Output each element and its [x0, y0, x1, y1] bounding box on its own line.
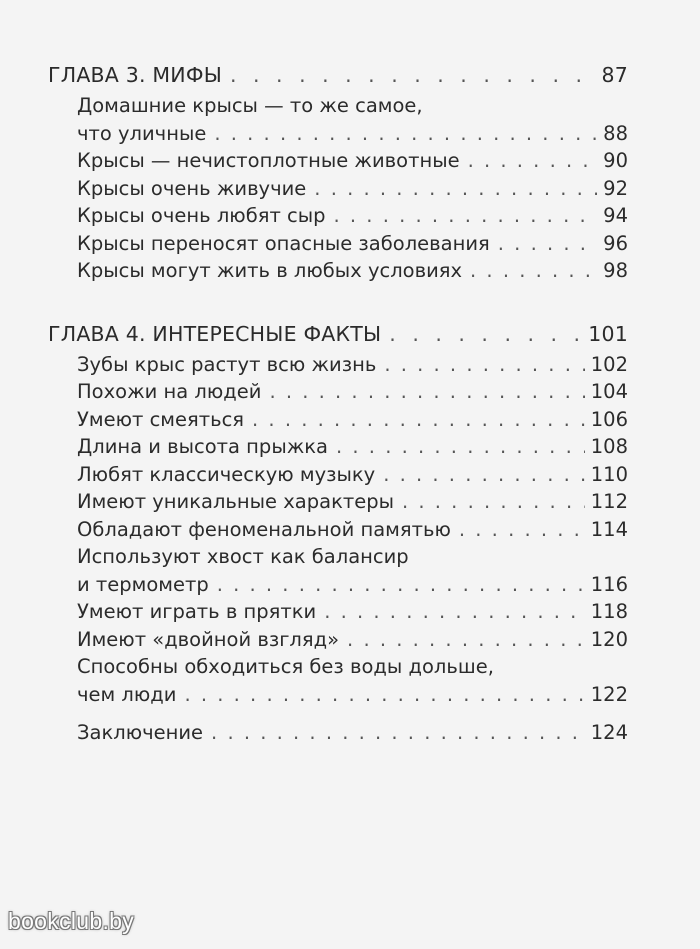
dot-leader — [383, 461, 585, 489]
entry-title: Длина и высота прыжка — [77, 435, 329, 458]
entry-title: Крысы могут жить в любых условиях — [77, 259, 463, 282]
toc-entry[interactable] — [77, 626, 628, 654]
toc-entry[interactable] — [77, 598, 628, 626]
dot-leader — [347, 626, 585, 654]
toc-entry[interactable] — [77, 488, 628, 516]
entry-page-number: 112 — [590, 490, 628, 513]
entry-title: Заключение — [77, 721, 204, 744]
toc-entry[interactable] — [77, 147, 628, 175]
entry-title-line: Домашние крысы — то же самое, — [77, 94, 423, 117]
toc-entry[interactable] — [77, 92, 628, 147]
dot-leader — [230, 58, 596, 92]
toc-entry[interactable] — [77, 461, 628, 489]
entry-page-number: 92 — [603, 176, 628, 200]
entry-page-number: 122 — [590, 682, 628, 706]
watermark: bookclub.by — [8, 908, 135, 934]
dot-leader — [324, 598, 585, 626]
dot-leader — [252, 406, 585, 434]
entry-page-number: 98 — [603, 259, 628, 282]
dot-leader — [214, 120, 597, 148]
dot-leader — [459, 516, 585, 544]
entry-page-number: 124 — [590, 721, 628, 744]
entry-page-number: 94 — [603, 204, 628, 227]
entry-page-number: 106 — [590, 407, 628, 431]
dot-leader — [217, 571, 585, 599]
dot-leader — [384, 351, 584, 379]
toc-entry[interactable] — [77, 543, 628, 598]
entry-title-line: Используют хвост как балансир — [77, 545, 409, 568]
spacer — [77, 708, 628, 719]
toc-entry[interactable] — [77, 175, 628, 203]
entry-title: Имеют уникальные характеры — [77, 490, 394, 513]
entry-page-number: 118 — [590, 600, 628, 623]
entry-page-number: 90 — [603, 149, 628, 172]
entry-title: Крысы очень любят сыр — [77, 204, 326, 227]
toc-entry[interactable] — [77, 257, 628, 285]
dot-leader — [269, 378, 584, 406]
toc-entry-conclusion[interactable] — [77, 719, 628, 747]
entry-page-number: 88 — [603, 121, 628, 145]
entry-title: Крысы очень живучие — [77, 176, 307, 200]
entry-title: Имеют «двойной взгляд» — [77, 627, 340, 651]
table-of-contents — [48, 58, 628, 747]
dot-leader — [470, 257, 597, 285]
entry-page-number: 120 — [590, 627, 628, 651]
chapter-title: ГЛАВА 3. МИФЫ — [48, 63, 222, 87]
chapter-4-entries — [77, 351, 628, 747]
chapter-3-entries — [77, 92, 628, 285]
toc-entry[interactable] — [77, 351, 628, 379]
entry-page-number: 96 — [603, 231, 628, 255]
entry-title-line: и термометр — [77, 572, 209, 596]
entry-title-line: Способны обходиться без воды дольше, — [77, 655, 494, 678]
entry-page-number: 108 — [590, 435, 628, 458]
entry-title-line: чем люди — [77, 682, 177, 706]
dot-leader — [468, 147, 598, 175]
dot-leader — [184, 681, 584, 709]
entry-title: Крысы переносят опасные заболевания — [77, 231, 490, 255]
dot-leader — [498, 230, 597, 258]
entry-title-line: что уличные — [77, 121, 207, 145]
entry-title: Любят классическую музыку — [77, 462, 376, 486]
dot-leader — [211, 719, 585, 747]
dot-leader — [314, 175, 597, 203]
dot-leader — [402, 488, 585, 516]
chapter-heading-4[interactable] — [48, 317, 628, 351]
entry-page-number: 104 — [590, 380, 628, 403]
toc-entry[interactable] — [77, 378, 628, 406]
toc-entry[interactable] — [77, 433, 628, 461]
toc-entry[interactable] — [77, 516, 628, 544]
chapter-heading-3[interactable] — [48, 58, 628, 92]
toc-entry[interactable] — [77, 406, 628, 434]
dot-leader — [334, 202, 598, 230]
toc-entry[interactable] — [77, 653, 628, 708]
dot-leader — [336, 433, 585, 461]
entry-title: Обладают феноменальной памятью — [77, 517, 451, 541]
toc-entry[interactable] — [77, 230, 628, 258]
entry-page-number: 110 — [590, 462, 628, 486]
entry-title: Умеют смеяться — [77, 407, 245, 431]
entry-title: Похожи на людей — [77, 380, 262, 403]
entry-title: Зубы крыс растут всю жизнь — [77, 352, 377, 376]
entry-page-number: 116 — [590, 572, 628, 596]
entry-title: Крысы — нечистоплотные животные — [77, 149, 460, 172]
entry-page-number: 114 — [590, 517, 628, 541]
entry-page-number: 102 — [590, 352, 628, 376]
chapter-page-number: 87 — [601, 63, 628, 87]
chapter-page-number: 101 — [588, 321, 628, 346]
dot-leader — [389, 317, 582, 351]
chapter-title: ГЛАВА 4. ИНТЕРЕСНЫЕ ФАКТЫ — [48, 321, 382, 346]
toc-entry[interactable] — [77, 202, 628, 230]
entry-title: Умеют играть в прятки — [77, 600, 317, 623]
